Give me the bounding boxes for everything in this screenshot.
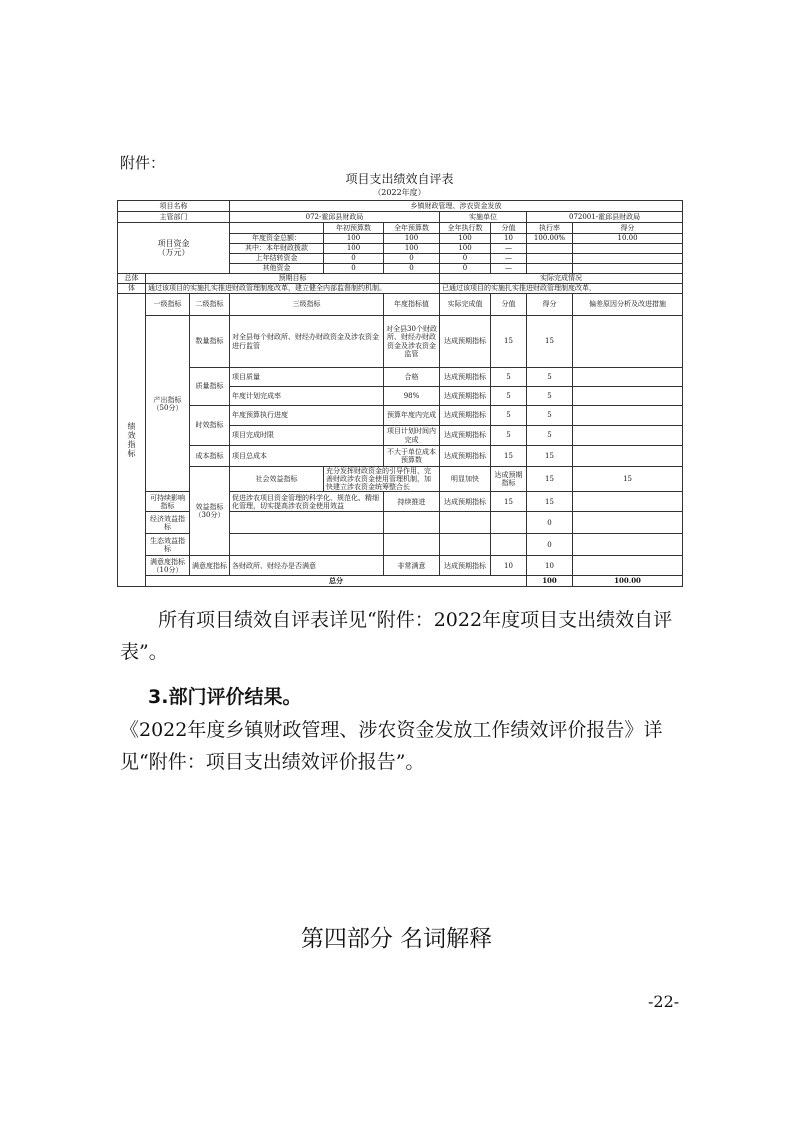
funds-cell-blank [573,264,683,274]
ind-header: 分值 [491,294,527,316]
quality-score: 5 [491,368,527,387]
funds-cell: 0 [324,254,384,264]
goal-actual: 已通过该项目的实施扎实推进财政管理制度改革， [440,284,683,294]
eco-score [491,534,527,556]
time-target: 预算年度内完成 [384,406,440,426]
sustain-text: 促进涉农项目资金管理的科学化、规范化、精细化管理，切实提高涉农资金使用效益 [230,492,384,512]
funds-cell: — [491,254,527,264]
funds-cell: 10 [491,234,527,244]
econ-got: 0 [527,512,573,534]
deviation-cell [573,316,683,368]
satisfaction-target: 非常满意 [384,556,440,576]
goal-actual-label: 实际完成情况 [440,274,683,284]
table-year: （2022年度） [373,188,426,197]
cost-got: 15 [527,446,573,467]
funds-cell: 10.00 [573,234,683,244]
project-name: 乡镇财政管理、涉农资金发放 [230,201,683,212]
funds-header-blank [230,223,324,234]
deviation-cell [573,446,683,467]
deviation-cell [573,534,683,556]
paragraph-report: 《2022年度乡镇财政管理、涉农资金发放工作绩效评价报告》详见“附件：项目支出绩效评价报告”。 [120,719,663,773]
goal-label-2: 体 [118,284,146,294]
funds-cell: 0 [440,264,491,274]
quality-text: 年度计划完成率 [230,387,384,406]
satisfaction-score: 10 [491,556,527,576]
funds-cell: 0 [324,264,384,274]
impl-label: 实施单位 [440,212,527,223]
sustain-got: 15 [527,492,573,512]
funds-cell: 100.00% [527,234,573,244]
performance-table-block [117,168,682,587]
time-actual: 达成预期指标 [440,426,491,446]
funds-cell: 0 [384,264,440,274]
deviation-cell [573,387,683,406]
satisfaction-label: 满意度指标（10分） [146,556,190,576]
cost-label: 成本指标 [190,446,230,467]
output-indicators-label: 产出指标 （50分） [146,316,190,492]
time-text: 年度预算执行进度 [230,406,384,426]
sustain-actual: 达成预期指标 [440,492,491,512]
performance-table [117,200,683,587]
social-got: 15 [573,467,683,492]
econ-score [491,512,527,534]
time-text: 项目完成时限 [230,426,384,446]
funds-row-label: 上年结转资金 [230,254,324,264]
funds-cell: — [491,244,527,254]
funds-cell: 100 [440,234,491,244]
eco-target [384,534,440,556]
eco-label: 生态效益指标 [146,534,190,556]
funds-cell: 100 [324,244,384,254]
quantity-target: 对全县30个财政所、财经办财政资金及涉农资金监管 [384,316,440,368]
funds-cell-blank [527,244,573,254]
quality-actual: 达成预期指标 [440,387,491,406]
funds-row-label: 其中：本年财政拨款 [230,244,324,254]
dept-value: 072-霍邱县财政局 [230,212,440,223]
econ-target [384,512,440,534]
funds-row-label: 年度资金总额： [230,234,324,244]
section-title: 第四部分 名词解释 [300,926,493,952]
impl-value: 072001-霍邱县财政局 [527,212,683,223]
funds-cell: — [491,264,527,274]
goal-expected: 通过该项目的实施扎实推进财政管理制度改革，建立健全内部监督制约机制。 [146,284,440,294]
funds-cell-blank [573,254,683,264]
table-title: 项目支出绩效自评表 [345,172,454,186]
quality-score: 5 [491,387,527,406]
funds-cell-blank [527,264,573,274]
quality-actual: 达成预期指标 [440,368,491,387]
quantity-got: 15 [527,316,573,368]
funds-header: 年初预算数 [324,223,384,234]
time-target: 项目计划时间内完成 [384,426,440,446]
funds-header: 分值 [491,223,527,234]
funds-cell: 100 [384,244,440,254]
dept-label: 主管部门 [118,212,230,223]
deviation-cell [573,556,683,576]
funds-header: 全年预算数 [384,223,440,234]
funds-cell: 100 [440,244,491,254]
ind-header: 实际完成值 [440,294,491,316]
eco-actual [440,534,491,556]
funds-label: 项目资金 （万元） [118,223,230,274]
funds-cell: 100 [384,234,440,244]
ind-header: 得分 [527,294,573,316]
quantity-label: 数量指标 [190,316,230,368]
paragraph-attachments: 所有项目绩效自评表详见“附件：2022年度项目支出绩效自评表”。 [120,609,673,663]
sustain-score: 15 [491,492,527,512]
goal-expected-label: 预期目标 [146,274,440,284]
ind-header: 一级指标 [146,294,190,316]
social-target: 明显加快 [440,467,491,492]
quality-target: 98% [384,387,440,406]
funds-cell: 0 [440,254,491,264]
quantity-actual: 达成预期指标 [440,316,491,368]
cost-score: 15 [491,446,527,467]
heading-dept-evaluation: 3.部门评价结果。 [148,686,302,708]
sustain-target: 持续推进 [384,492,440,512]
quality-target: 合格 [384,368,440,387]
econ-text [230,512,384,534]
eco-text [230,534,384,556]
ind-header: 二级指标 [190,294,230,316]
social-actual: 达成预期指标 [491,467,527,492]
page-number: -22- [648,992,680,1011]
ind-header: 年度指标值 [384,294,440,316]
funds-header: 全年执行数 [440,223,491,234]
funds-header: 得分 [573,223,683,234]
quantity-score: 15 [491,316,527,368]
satisfaction-text: 各财政所、财经办是否满意 [230,556,384,576]
time-got: 5 [527,406,573,426]
funds-cell-blank [527,254,573,264]
sustain-label: 可持续影响指标 [146,492,190,512]
quality-text: 项目质量 [230,368,384,387]
time-score: 5 [491,426,527,446]
eco-got: 0 [527,534,573,556]
funds-cell: 100 [324,234,384,244]
ind-header: 三级指标 [230,294,384,316]
time-label: 时效指标 [190,406,230,446]
ind-header: 偏差原因分析及改进措施 [573,294,683,316]
deviation-cell [573,368,683,387]
funds-row-label: 其他资金 [230,264,324,274]
attachment-label: 附件： [120,154,166,172]
satisfaction-got: 10 [527,556,573,576]
total-got: 100.00 [573,576,683,587]
goal-label: 总体 [118,274,146,284]
cost-text: 项目总成本 [230,446,384,467]
cost-actual: 达成预期指标 [440,446,491,467]
deviation-cell [573,512,683,534]
deviation-cell [573,406,683,426]
time-actual: 达成预期指标 [440,406,491,426]
total-label: 总分 [146,576,527,587]
funds-cell-blank [573,244,683,254]
project-name-label: 项目名称 [118,201,230,212]
funds-cell: 0 [384,254,440,264]
econ-actual [440,512,491,534]
quantity-text: 对全县每个财政所、财经办财政资金及涉农资金进行监管 [230,316,384,368]
satisfaction-sub-label: 满意度指标 [190,556,230,576]
social-text: 充分发挥财政资金的引导作用，完善财政涉农资金使用管理机制，加快建立涉农资金统筹整合长 [324,467,440,492]
quality-got: 5 [527,368,573,387]
funds-header: 执行率 [527,223,573,234]
social-label: 社会效益指标 [230,467,324,492]
social-score: 15 [527,467,573,492]
perf-indicators-label: 绩 效 指 标 [118,294,146,587]
time-got: 5 [527,426,573,446]
deviation-cell [573,492,683,512]
econ-label: 经济效益指标 [146,512,190,534]
total-score: 100 [527,576,573,587]
time-score: 5 [491,406,527,426]
cost-target: 不大于单位成本预算数 [384,446,440,467]
quality-label: 质量指标 [190,368,230,406]
quality-got: 5 [527,387,573,406]
deviation-cell [573,426,683,446]
satisfaction-actual: 达成预期指标 [440,556,491,576]
benefit-indicators-label: 效益指标 （30分） [190,467,230,556]
